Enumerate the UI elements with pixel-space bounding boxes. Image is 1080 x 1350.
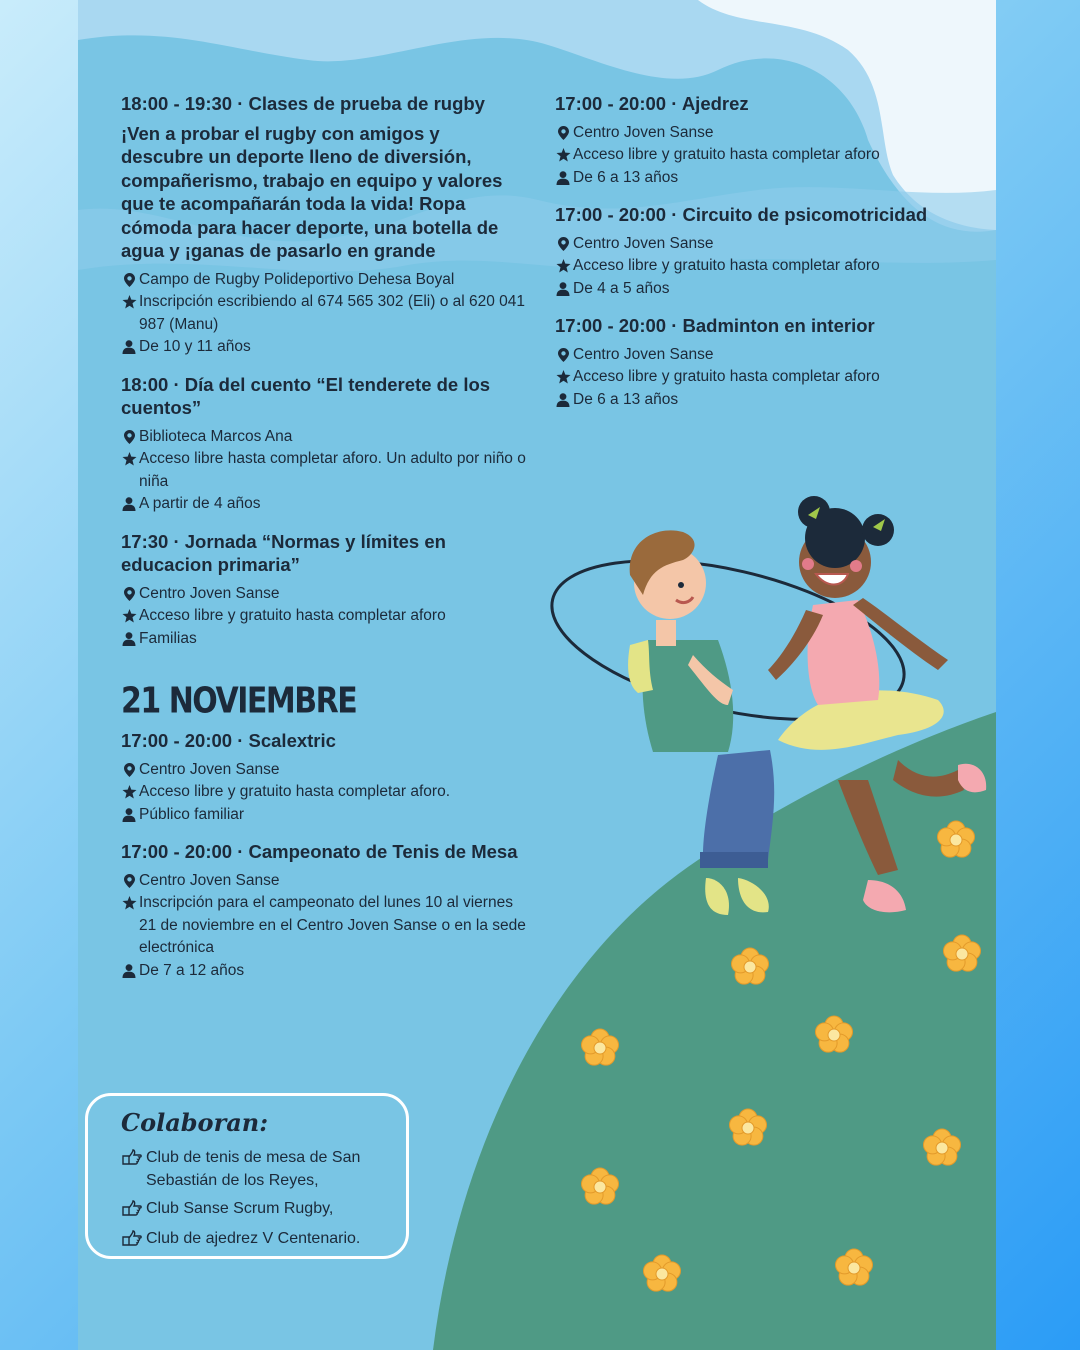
- event-location: [555, 344, 965, 367]
- event-access-text: Acceso libre y gratuito hasta completar aforo: [139, 607, 446, 624]
- event-location-text: Centro Joven Sanse: [573, 345, 714, 363]
- event-audience: [555, 167, 965, 190]
- location-icon: [555, 237, 571, 251]
- event-audience-text: Público familiar: [139, 805, 245, 823]
- collaborator-name: Club Sanse Scrum Rugby,: [146, 1200, 334, 1217]
- event-item: [121, 840, 526, 982]
- event-title: 18:00 - 19:30 · Clases de prueba de rugby: [121, 93, 485, 114]
- event-location-text: Centro Joven Sanse: [573, 123, 714, 141]
- event-access: [555, 255, 965, 278]
- event-access-text: Inscripción para el campeonato del lunes 10 al viernes 21 de noviembre en el Centro Joven Sanse o en la sede electrónica: [139, 894, 526, 956]
- event-location-text: Centro Joven Sanse: [139, 584, 280, 602]
- left-column: [121, 92, 526, 996]
- collaborator-item: [122, 1197, 333, 1223]
- event-access-text: Inscripción escribiendo al 674 565 302 (Eli) o al 620 041 987 (Manu): [139, 293, 526, 333]
- person-icon: [555, 171, 571, 185]
- event-item: [121, 729, 526, 826]
- collaborators-title: Colaboran:: [121, 1108, 269, 1137]
- event-location: [121, 583, 526, 606]
- event-title: 18:00 · Día del cuento “El tenderete de los cuentos”: [121, 373, 491, 418]
- event-audience-text: De 7 a 12 años: [139, 961, 245, 979]
- star-icon: [121, 452, 137, 466]
- event-location: [121, 759, 526, 782]
- event-audience: [121, 804, 526, 827]
- event-audience-text: Familias: [139, 629, 197, 647]
- location-icon: [555, 348, 571, 362]
- location-icon: [555, 126, 571, 140]
- event-location: [121, 269, 526, 292]
- events-list-left: [121, 92, 526, 650]
- event-audience: [121, 336, 526, 359]
- location-icon: [121, 763, 137, 777]
- event-audience-text: De 4 a 5 años: [573, 279, 670, 297]
- event-location: [555, 233, 965, 256]
- location-icon: [121, 273, 137, 287]
- event-audience: [555, 389, 965, 412]
- event-location: [121, 870, 526, 893]
- event-item: [121, 373, 526, 516]
- events-list-21-noviembre: [121, 729, 526, 982]
- star-icon: [555, 259, 571, 273]
- event-access: [555, 366, 965, 389]
- location-icon: [121, 587, 137, 601]
- event-title: 17:00 - 20:00 · Circuito de psicomotricidad: [555, 204, 928, 225]
- event-location: [555, 122, 965, 145]
- hand-pointing-icon: [122, 1230, 146, 1253]
- collaborator-name: Club de ajedrez V Centenario.: [146, 1230, 361, 1247]
- event-location-text: Biblioteca Marcos Ana: [139, 427, 293, 445]
- event-title: 17:00 - 20:00 · Ajedrez: [555, 93, 749, 114]
- event-description: ¡Ven a probar el rugby con amigos y descubre un deporte lleno de diversión, compañerismo, trabajo en equipo y valores que te acompañarán toda la vida! Ropa cómoda para hacer deporte, una botella de agua y ¡ganas de pasarlo en grande: [121, 122, 503, 261]
- star-icon: [121, 609, 137, 623]
- person-icon: [121, 497, 137, 511]
- star-icon: [121, 295, 137, 309]
- event-audience-text: De 6 a 13 años: [573, 390, 679, 408]
- person-icon: [121, 808, 137, 822]
- event-location-text: Centro Joven Sanse: [139, 871, 280, 889]
- collaborator-name: Club de tenis de mesa de San Sebastián de los Reyes,: [146, 1149, 361, 1189]
- person-icon: [121, 340, 137, 354]
- event-access-text: Acceso libre hasta completar aforo. Un adulto por niño o niña: [139, 450, 526, 490]
- star-icon: [121, 896, 137, 910]
- person-icon: [555, 393, 571, 407]
- section-heading-21-noviembre: 21 NOVIEMBRE: [121, 680, 357, 722]
- event-access-text: Acceso libre y gratuito hasta completar aforo.: [139, 783, 451, 800]
- right-column: [555, 92, 965, 425]
- star-icon: [555, 148, 571, 162]
- star-icon: [555, 370, 571, 384]
- location-icon: [121, 430, 137, 444]
- person-icon: [121, 632, 137, 646]
- event-location-text: Centro Joven Sanse: [573, 234, 714, 252]
- event-audience-text: A partir de 4 años: [139, 495, 261, 512]
- event-audience: [121, 493, 526, 516]
- event-title: 17:00 - 20:00 · Campeonato de Tenis de Mesa: [121, 841, 518, 862]
- event-access: [555, 144, 965, 167]
- event-item: [555, 314, 965, 411]
- event-title: 17:00 - 20:00 · Badminton en interior: [555, 315, 875, 336]
- person-icon: [121, 964, 137, 978]
- events-list-right: [555, 92, 965, 411]
- event-access: [121, 892, 526, 960]
- collaborator-item: [122, 1146, 391, 1192]
- event-access-text: Acceso libre y gratuito hasta completar aforo: [573, 368, 880, 385]
- event-audience-text: De 10 y 11 años: [139, 338, 251, 355]
- event-audience: [121, 628, 526, 651]
- poster: [78, 0, 996, 1350]
- event-item: [555, 92, 965, 189]
- event-item: [555, 203, 965, 300]
- person-icon: [555, 282, 571, 296]
- event-access: [121, 781, 526, 804]
- event-access: [121, 448, 526, 493]
- event-access: [121, 605, 526, 628]
- event-audience-text: De 6 a 13 años: [573, 168, 679, 186]
- event-access: [121, 291, 526, 336]
- event-audience: [555, 278, 965, 301]
- event-access-text: Acceso libre y gratuito hasta completar aforo: [573, 257, 880, 274]
- event-access-text: Acceso libre y gratuito hasta completar aforo: [573, 146, 880, 163]
- event-item: [121, 530, 526, 651]
- location-icon: [121, 874, 137, 888]
- event-location-text: Centro Joven Sanse: [139, 760, 280, 778]
- hand-pointing-icon: [122, 1200, 146, 1223]
- event-title: 17:00 - 20:00 · Scalextric: [121, 730, 336, 751]
- collaborators-box: [85, 1093, 409, 1259]
- collaborator-item: [122, 1227, 360, 1253]
- hand-pointing-icon: [122, 1149, 146, 1192]
- boy-illustration: [628, 530, 774, 915]
- event-location-text: Campo de Rugby Polideportivo Dehesa Boyal: [139, 270, 455, 288]
- star-icon: [121, 785, 137, 799]
- event-item: [121, 92, 526, 359]
- event-audience: [121, 960, 526, 983]
- event-location: [121, 426, 526, 449]
- event-title: 17:30 · Jornada “Normas y límites en educacion primaria”: [121, 530, 446, 575]
